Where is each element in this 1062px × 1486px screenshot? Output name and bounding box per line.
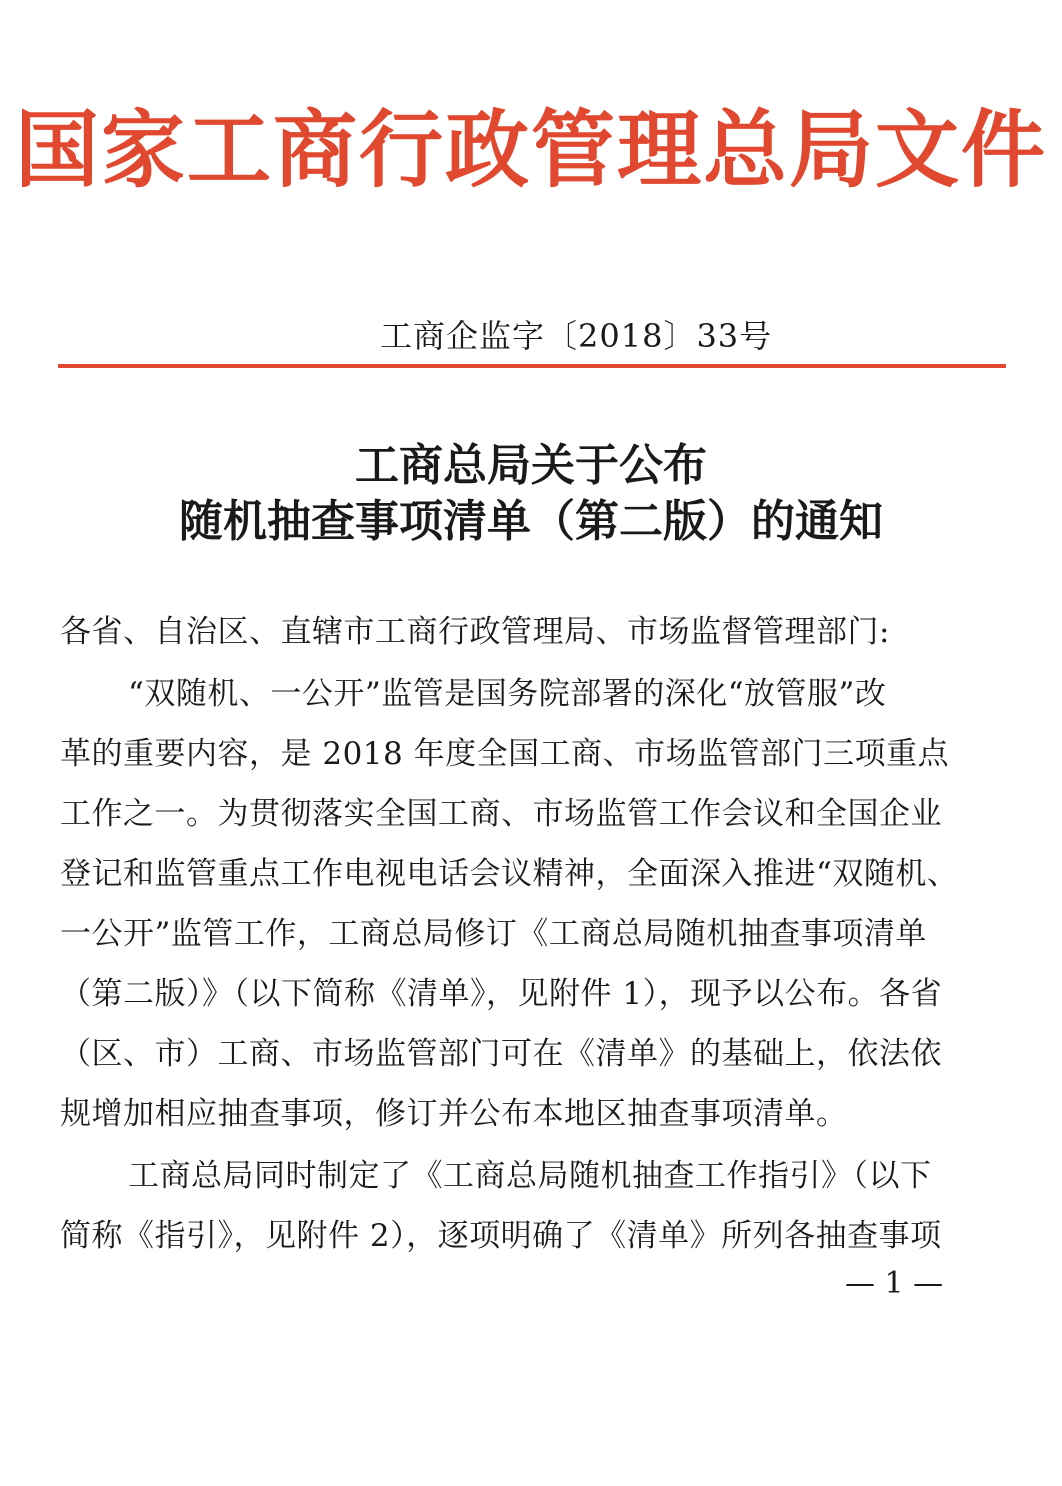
body-line: 简称《指引》，见附件 2），逐项明确了《清单》所列各抽查事项	[60, 1218, 942, 1254]
notice-title-line-2: 随机抽查事项清单（第二版）的通知	[179, 496, 883, 547]
addressee: 各省、自治区、直辖市工商行政管理局、市场监督管理部门:	[60, 614, 890, 650]
document-number: 工商企监字〔2018〕33号	[380, 317, 773, 355]
body-line: 工商总局同时制定了《工商总局随机抽查工作指引》（以下	[128, 1158, 932, 1194]
body-line: 革的重要内容，是 2018 年度全国工商、市场监管部门三项重点	[60, 736, 950, 772]
body-line: （第二版）》（以下简称《清单》，见附件 1），现予以公布。各省	[60, 976, 943, 1012]
page-number: — 1 —	[845, 1266, 944, 1301]
body-line: 规增加相应抽查事项，修订并公布本地区抽查事项清单。	[60, 1096, 848, 1132]
body-line: 一公开”监管工作，工商总局修订《工商总局随机抽查事项清单	[60, 916, 927, 952]
body-line: （区、市）工商、市场监管部门可在《清单》的基础上，依法依	[60, 1036, 942, 1072]
red-divider-line	[58, 364, 1006, 368]
notice-title-line-1: 工商总局关于公布	[355, 440, 707, 491]
body-line: 登记和监管重点工作电视电话会议精神，全面深入推进“双随机、	[60, 856, 959, 892]
body-line: “双随机、一公开”监管是国务院部署的深化“放管服”改	[128, 676, 887, 712]
body-line: 工作之一。为贯彻落实全国工商、市场监管工作会议和全国企业	[60, 796, 942, 832]
document-header-title: 国家工商行政管理总局文件	[14, 100, 1047, 199]
